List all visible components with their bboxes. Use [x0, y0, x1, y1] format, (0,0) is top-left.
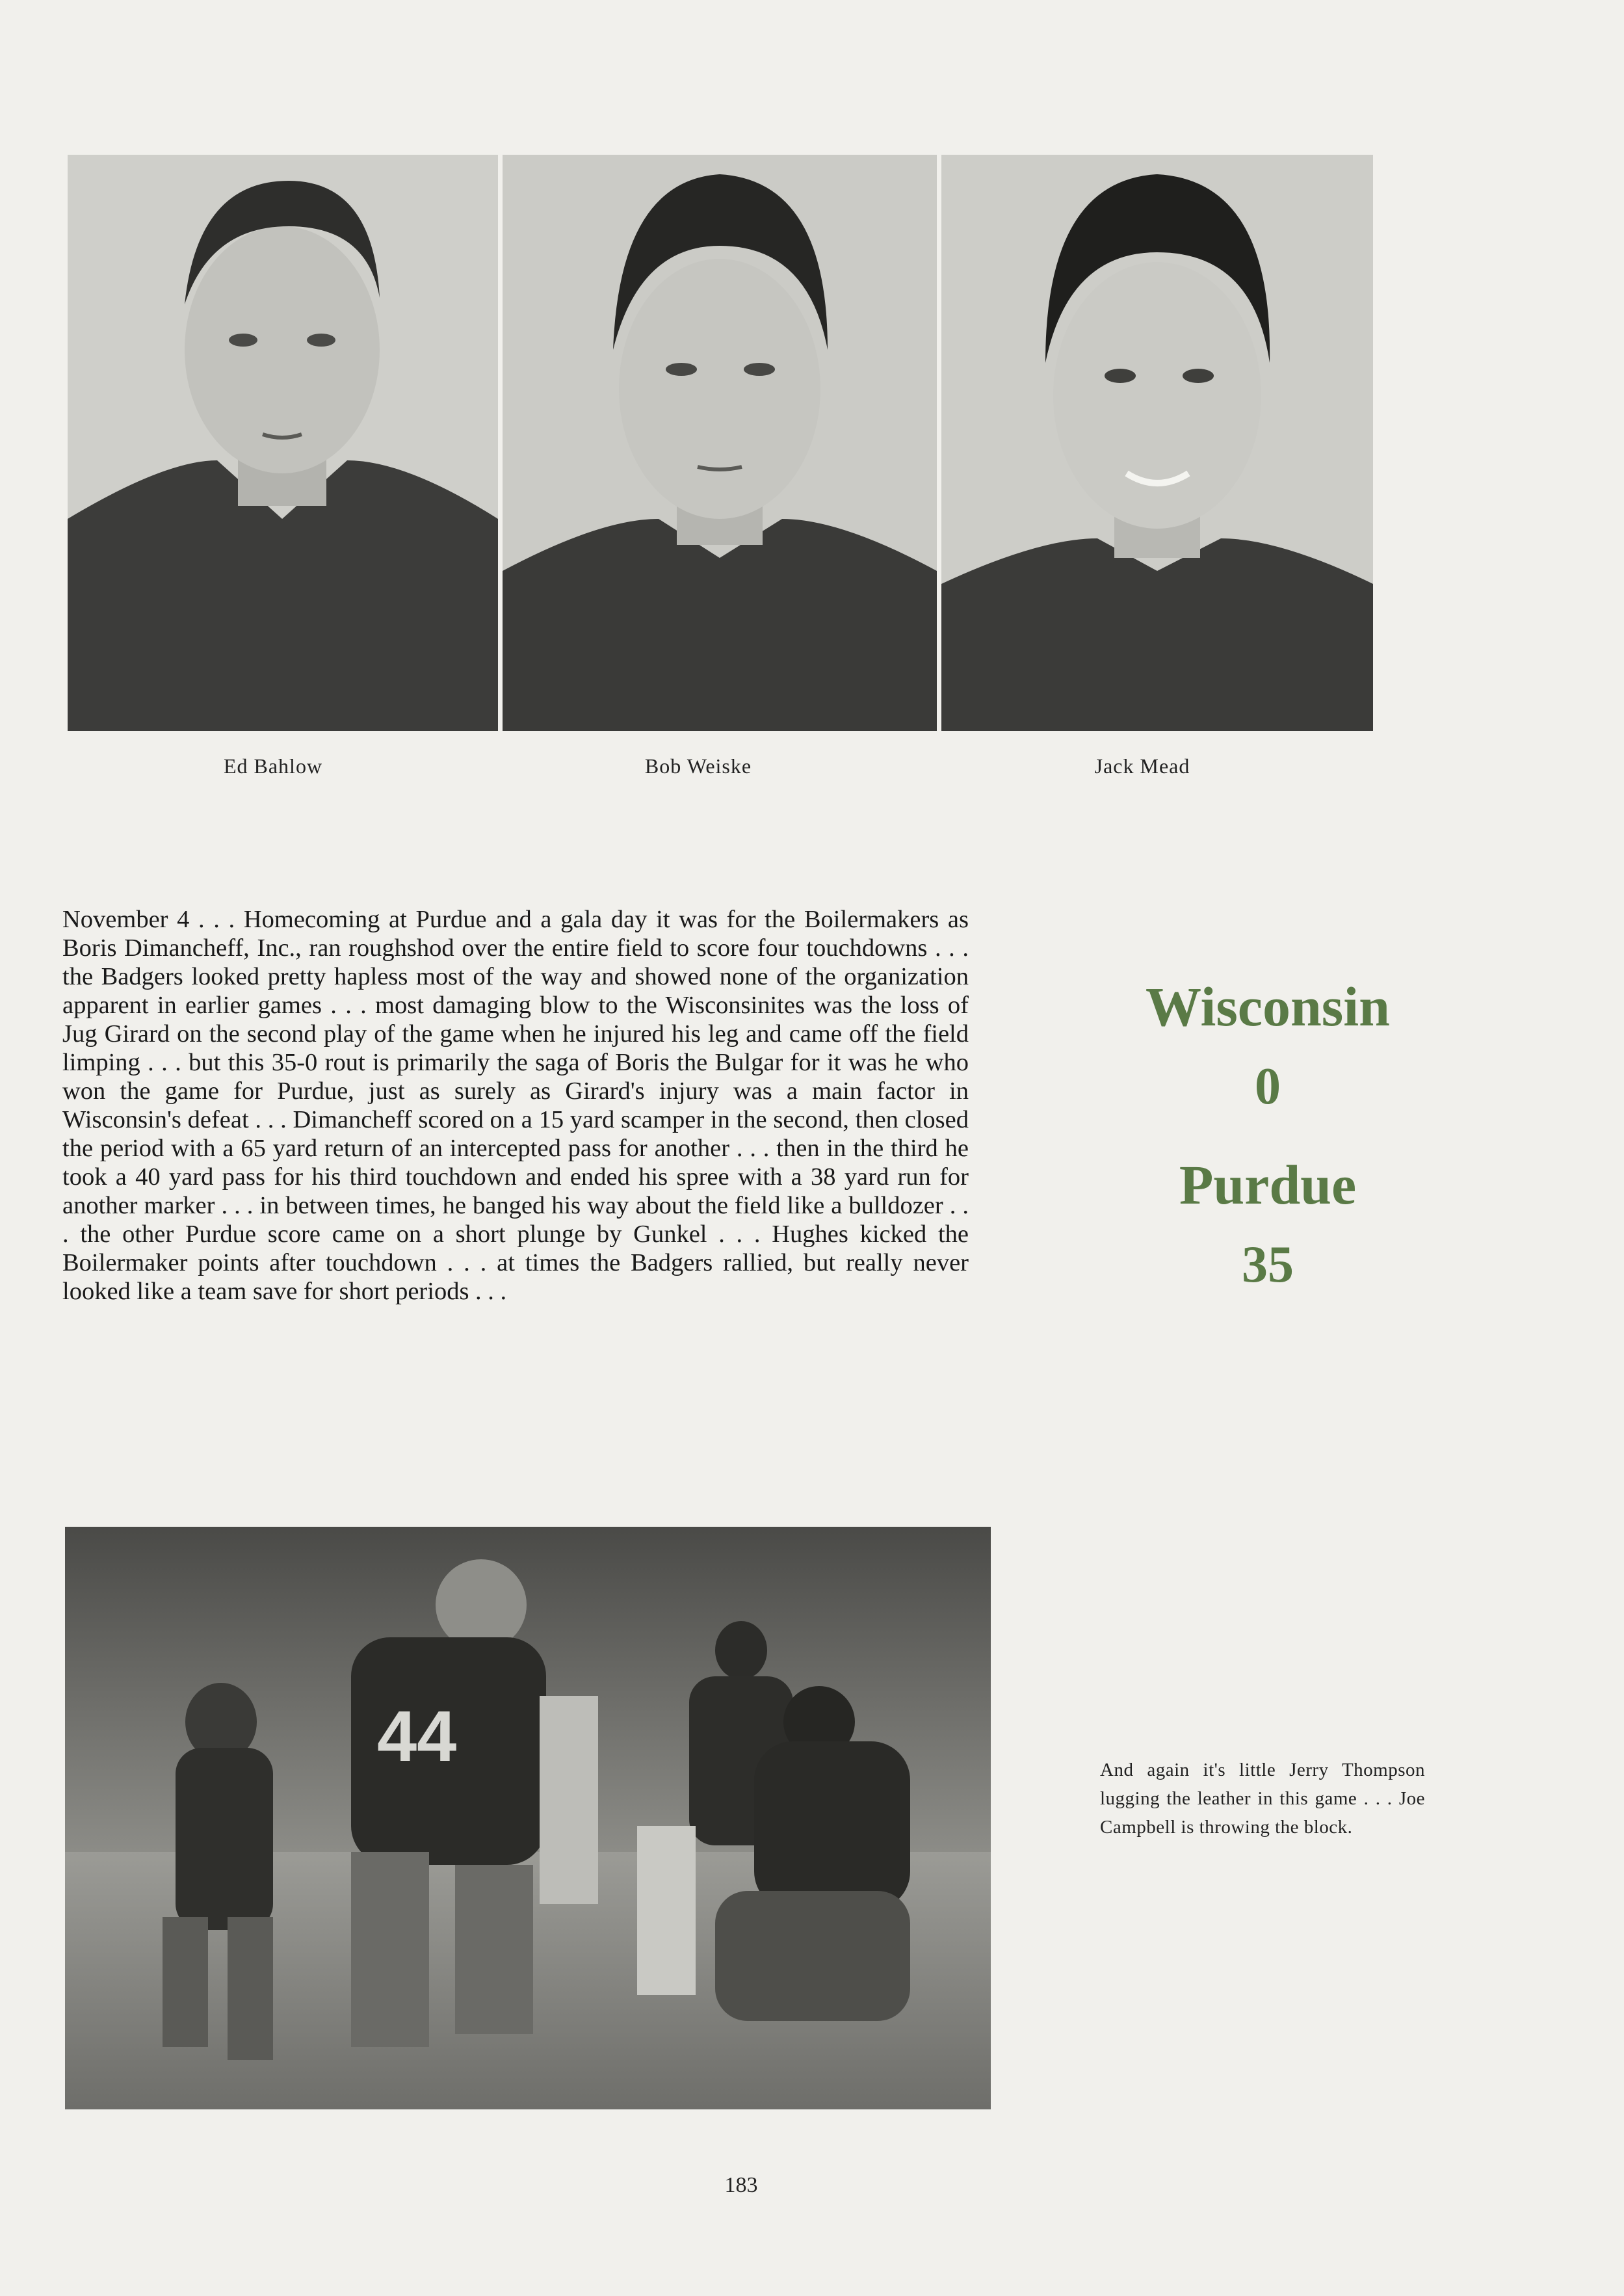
score-team-purdue: Purdue — [1179, 1154, 1357, 1216]
action-image — [65, 1527, 991, 2109]
game-story-paragraph: November 4 . . . Homecoming at Purdue and a gala day it was for the Boilermakers as Boris Dimancheff, Inc., ran roughshod over the entire field to score four touchdowns . . . the Badgers looked pretty hapless most of the way and showed none of the organization apparent in earlier games . . . most damaging blow to the Wisconsinites was the loss of Jug Girard on the second play of the game when he injured his leg and came off the field limping . . . but this 35-0 rout is primarily the saga of Boris the Bulgar for it was he who won the game for Purdue, just as surely as Girard's injury was a main factor in Wisconsin's defeat . . . Dimancheff scored on a 15 yard scamper in the second, then closed the period with a 65 yard return of an intercepted pass for another . . . then in the third he took a 40 yard pass for his third touchdown and ended his spree with a 38 yard run for another marker . . . in between times, he banged his way about the field like a bulldozer . . . the other Purdue score came on a short plunge by Gunkel . . . Hughes kicked the Boilermaker points after touchdown . . . at times the Badgers rallied, but really never looked like a team save for short periods . . . — [62, 906, 969, 1305]
portrait-caption: Bob Weiske — [644, 754, 752, 778]
score-value-purdue: 35 — [1242, 1236, 1294, 1293]
svg-text:44: 44 — [377, 1696, 457, 1776]
portrait-image — [941, 155, 1373, 731]
portrait-photo-bob-weiske — [503, 155, 937, 731]
portrait-image — [503, 155, 937, 731]
football-action-photo — [65, 1527, 991, 2109]
portrait-image — [68, 155, 498, 731]
portrait-caption: Ed Bahlow — [223, 754, 323, 778]
portrait-photo-ed-bahlow — [68, 155, 498, 731]
score-value-wisconsin: 0 — [1255, 1058, 1281, 1115]
action-photo-caption: And again it's little Jerry Thompson lugging the leather in this game . . . Joe Campbell is throwing the block. — [1100, 1760, 1425, 1838]
page-number: 183 — [724, 2173, 758, 2197]
portrait-photo-jack-mead — [941, 155, 1373, 731]
portrait-caption: Jack Mead — [1094, 754, 1190, 778]
score-team-wisconsin: Wisconsin — [1146, 975, 1390, 1038]
